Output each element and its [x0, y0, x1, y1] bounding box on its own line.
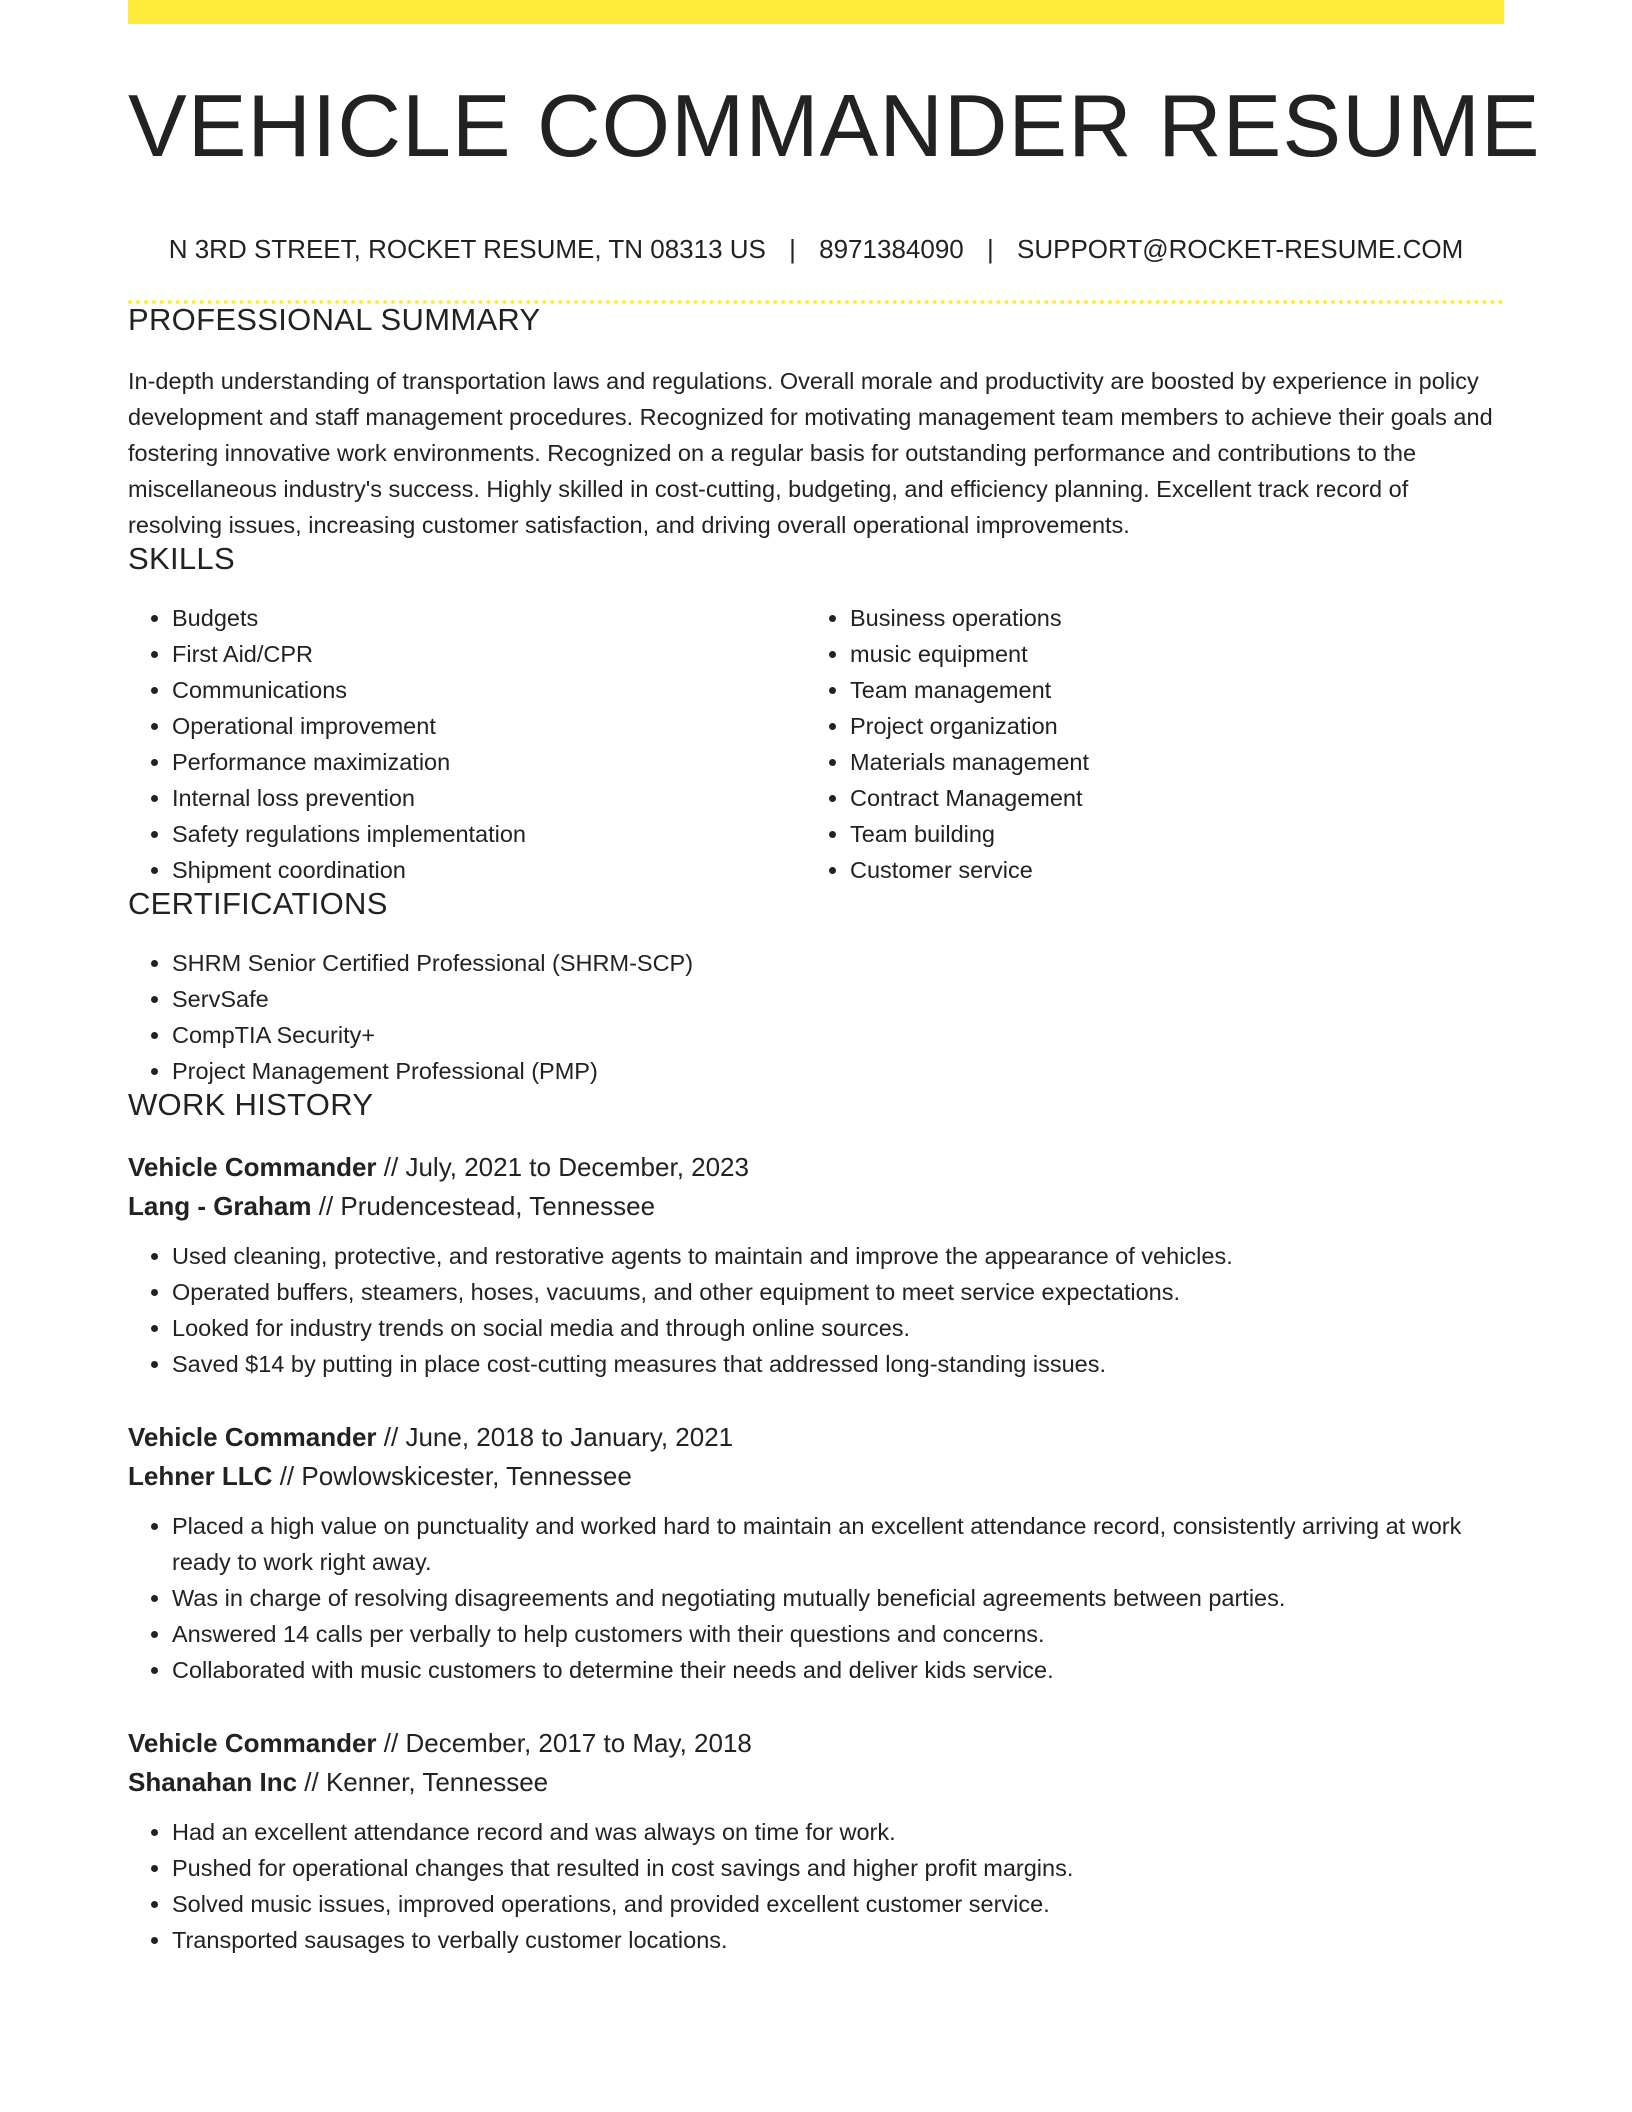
- skill-item: • Internal loss prevention: [172, 780, 806, 816]
- job-dates: June, 2018 to January, 2021: [405, 1422, 734, 1452]
- resume-page: [128, 0, 1541, 1958]
- job-bullet: • Used cleaning, protective, and restorative agents to maintain and improve the appearance of vehicles.: [172, 1238, 1504, 1274]
- skill-item: • Budgets: [172, 600, 806, 636]
- contact-separator: |: [986, 234, 994, 264]
- certifications-list: [128, 945, 1504, 1089]
- job-title-line: [128, 1148, 1504, 1187]
- certification-item: • Project Management Professional (PMP): [172, 1053, 1504, 1089]
- job-title-line: [128, 1724, 1504, 1763]
- job-divider: //: [383, 1422, 399, 1452]
- job-company-line: [128, 1763, 1504, 1802]
- skill-item: • Materials management: [850, 744, 1484, 780]
- contact-line: [128, 236, 1504, 262]
- job-dates: July, 2021 to December, 2023: [405, 1152, 749, 1182]
- contact-address: N 3RD STREET, ROCKET RESUME, TN 08313 US: [168, 234, 766, 264]
- job-divider: //: [383, 1728, 399, 1758]
- skills-right-list: [806, 600, 1484, 888]
- job-company-line: [128, 1457, 1504, 1496]
- skill-item: • Performance maximization: [172, 744, 806, 780]
- skills-columns: [128, 600, 1504, 888]
- job-divider: //: [279, 1461, 295, 1491]
- contact-phone: 8971384090: [819, 234, 964, 264]
- certifications-heading: CERTIFICATIONS: [128, 886, 388, 921]
- job-bullet: • Placed a high value on punctuality and worked hard to maintain an excellent attendance record, consistently arriving at work ready to work right away.: [172, 1508, 1504, 1580]
- job-location: Prudencestead, Tennessee: [340, 1191, 656, 1221]
- skill-item: • First Aid/CPR: [172, 636, 806, 672]
- job-bullet: • Answered 14 calls per verbally to help customers with their questions and concerns.: [172, 1616, 1504, 1652]
- job-bullet: • Collaborated with music customers to determine their needs and deliver kids service.: [172, 1652, 1504, 1688]
- job-bullet: • Was in charge of resolving disagreements and negotiating mutually beneficial agreements between parties.: [172, 1580, 1504, 1616]
- job-role: Vehicle Commander: [128, 1728, 377, 1758]
- job-bullets: [128, 1814, 1504, 1958]
- skill-item: • Customer service: [850, 852, 1484, 888]
- job-company: Shanahan Inc: [128, 1767, 298, 1797]
- job-company: Lang - Graham: [128, 1191, 312, 1221]
- skill-item: • Communications: [172, 672, 806, 708]
- skills-heading: SKILLS: [128, 541, 235, 576]
- skill-item: • music equipment: [850, 636, 1484, 672]
- skill-item: • Contract Management: [850, 780, 1484, 816]
- certification-item: • SHRM Senior Certified Professional (SHRM-SCP): [172, 945, 1504, 981]
- job-role: Vehicle Commander: [128, 1152, 377, 1182]
- summary-heading: PROFESSIONAL SUMMARY: [128, 302, 541, 337]
- contact-separator: |: [789, 234, 796, 264]
- job-company: Lehner LLC: [128, 1461, 273, 1491]
- accent-bar: [128, 0, 1504, 24]
- job-bullet: • Had an excellent attendance record and was always on time for work.: [172, 1814, 1504, 1850]
- job-bullet: • Saved $14 by putting in place cost-cutting measures that addressed long-standing issues.: [172, 1346, 1504, 1382]
- job-bullets: [128, 1508, 1504, 1688]
- skill-item: • Team building: [850, 816, 1484, 852]
- job-bullet: • Pushed for operational changes that resulted in cost savings and higher profit margins.: [172, 1850, 1504, 1886]
- job-entry: [128, 1148, 1504, 1382]
- skills-left-list: [128, 600, 806, 888]
- job-divider: //: [304, 1767, 319, 1797]
- skill-item: • Operational improvement: [172, 708, 806, 744]
- contact-email: SUPPORT@ROCKET-RESUME.COM: [1016, 234, 1464, 264]
- job-location: Powlowskicester, Tennessee: [301, 1461, 632, 1491]
- skill-item: • Business operations: [850, 600, 1484, 636]
- job-bullets: [128, 1238, 1504, 1382]
- skill-item: • Project organization: [850, 708, 1484, 744]
- job-location: Kenner, Tennessee: [325, 1767, 549, 1797]
- resume-title: VEHICLE COMMANDER RESUME: [128, 76, 1541, 175]
- job-bullet: • Looked for industry trends on social media and through online sources.: [172, 1310, 1504, 1346]
- skill-item: • Safety regulations implementation: [172, 816, 806, 852]
- job-title-line: [128, 1418, 1504, 1457]
- job-dates: December, 2017 to May, 2018: [405, 1728, 752, 1758]
- job-bullet: • Transported sausages to verbally customer locations.: [172, 1922, 1504, 1958]
- job-entry: [128, 1418, 1504, 1688]
- job-company-line: [128, 1187, 1504, 1226]
- certification-item: • CompTIA Security+: [172, 1017, 1504, 1053]
- skill-item: • Team management: [850, 672, 1484, 708]
- job-bullet: • Solved music issues, improved operations, and provided excellent customer service.: [172, 1886, 1504, 1922]
- job-divider: //: [318, 1191, 334, 1221]
- job-divider: //: [383, 1152, 399, 1182]
- job-role: Vehicle Commander: [128, 1422, 377, 1452]
- work-history-heading: WORK HISTORY: [128, 1087, 374, 1122]
- skill-item: • Shipment coordination: [172, 852, 806, 888]
- summary-text: In-depth understanding of transportation laws and regulations. Overall morale and productivity are boosted by experience in policy development and staff management procedures. Recognized for motivating management team members to achieve their goals and fostering innovative work environments. Recognized on a regular basis for outstanding performance and contributions to the miscellaneous industry's success. Highly skilled in cost-cutting, budgeting, and efficiency planning. Excellent track record of resolving issues, increasing customer satisfaction, and driving overall operational improvements.: [128, 368, 1493, 538]
- certification-item: • ServSafe: [172, 981, 1504, 1017]
- job-entry: [128, 1724, 1504, 1958]
- job-bullet: • Operated buffers, steamers, hoses, vacuums, and other equipment to meet service expectations.: [172, 1274, 1504, 1310]
